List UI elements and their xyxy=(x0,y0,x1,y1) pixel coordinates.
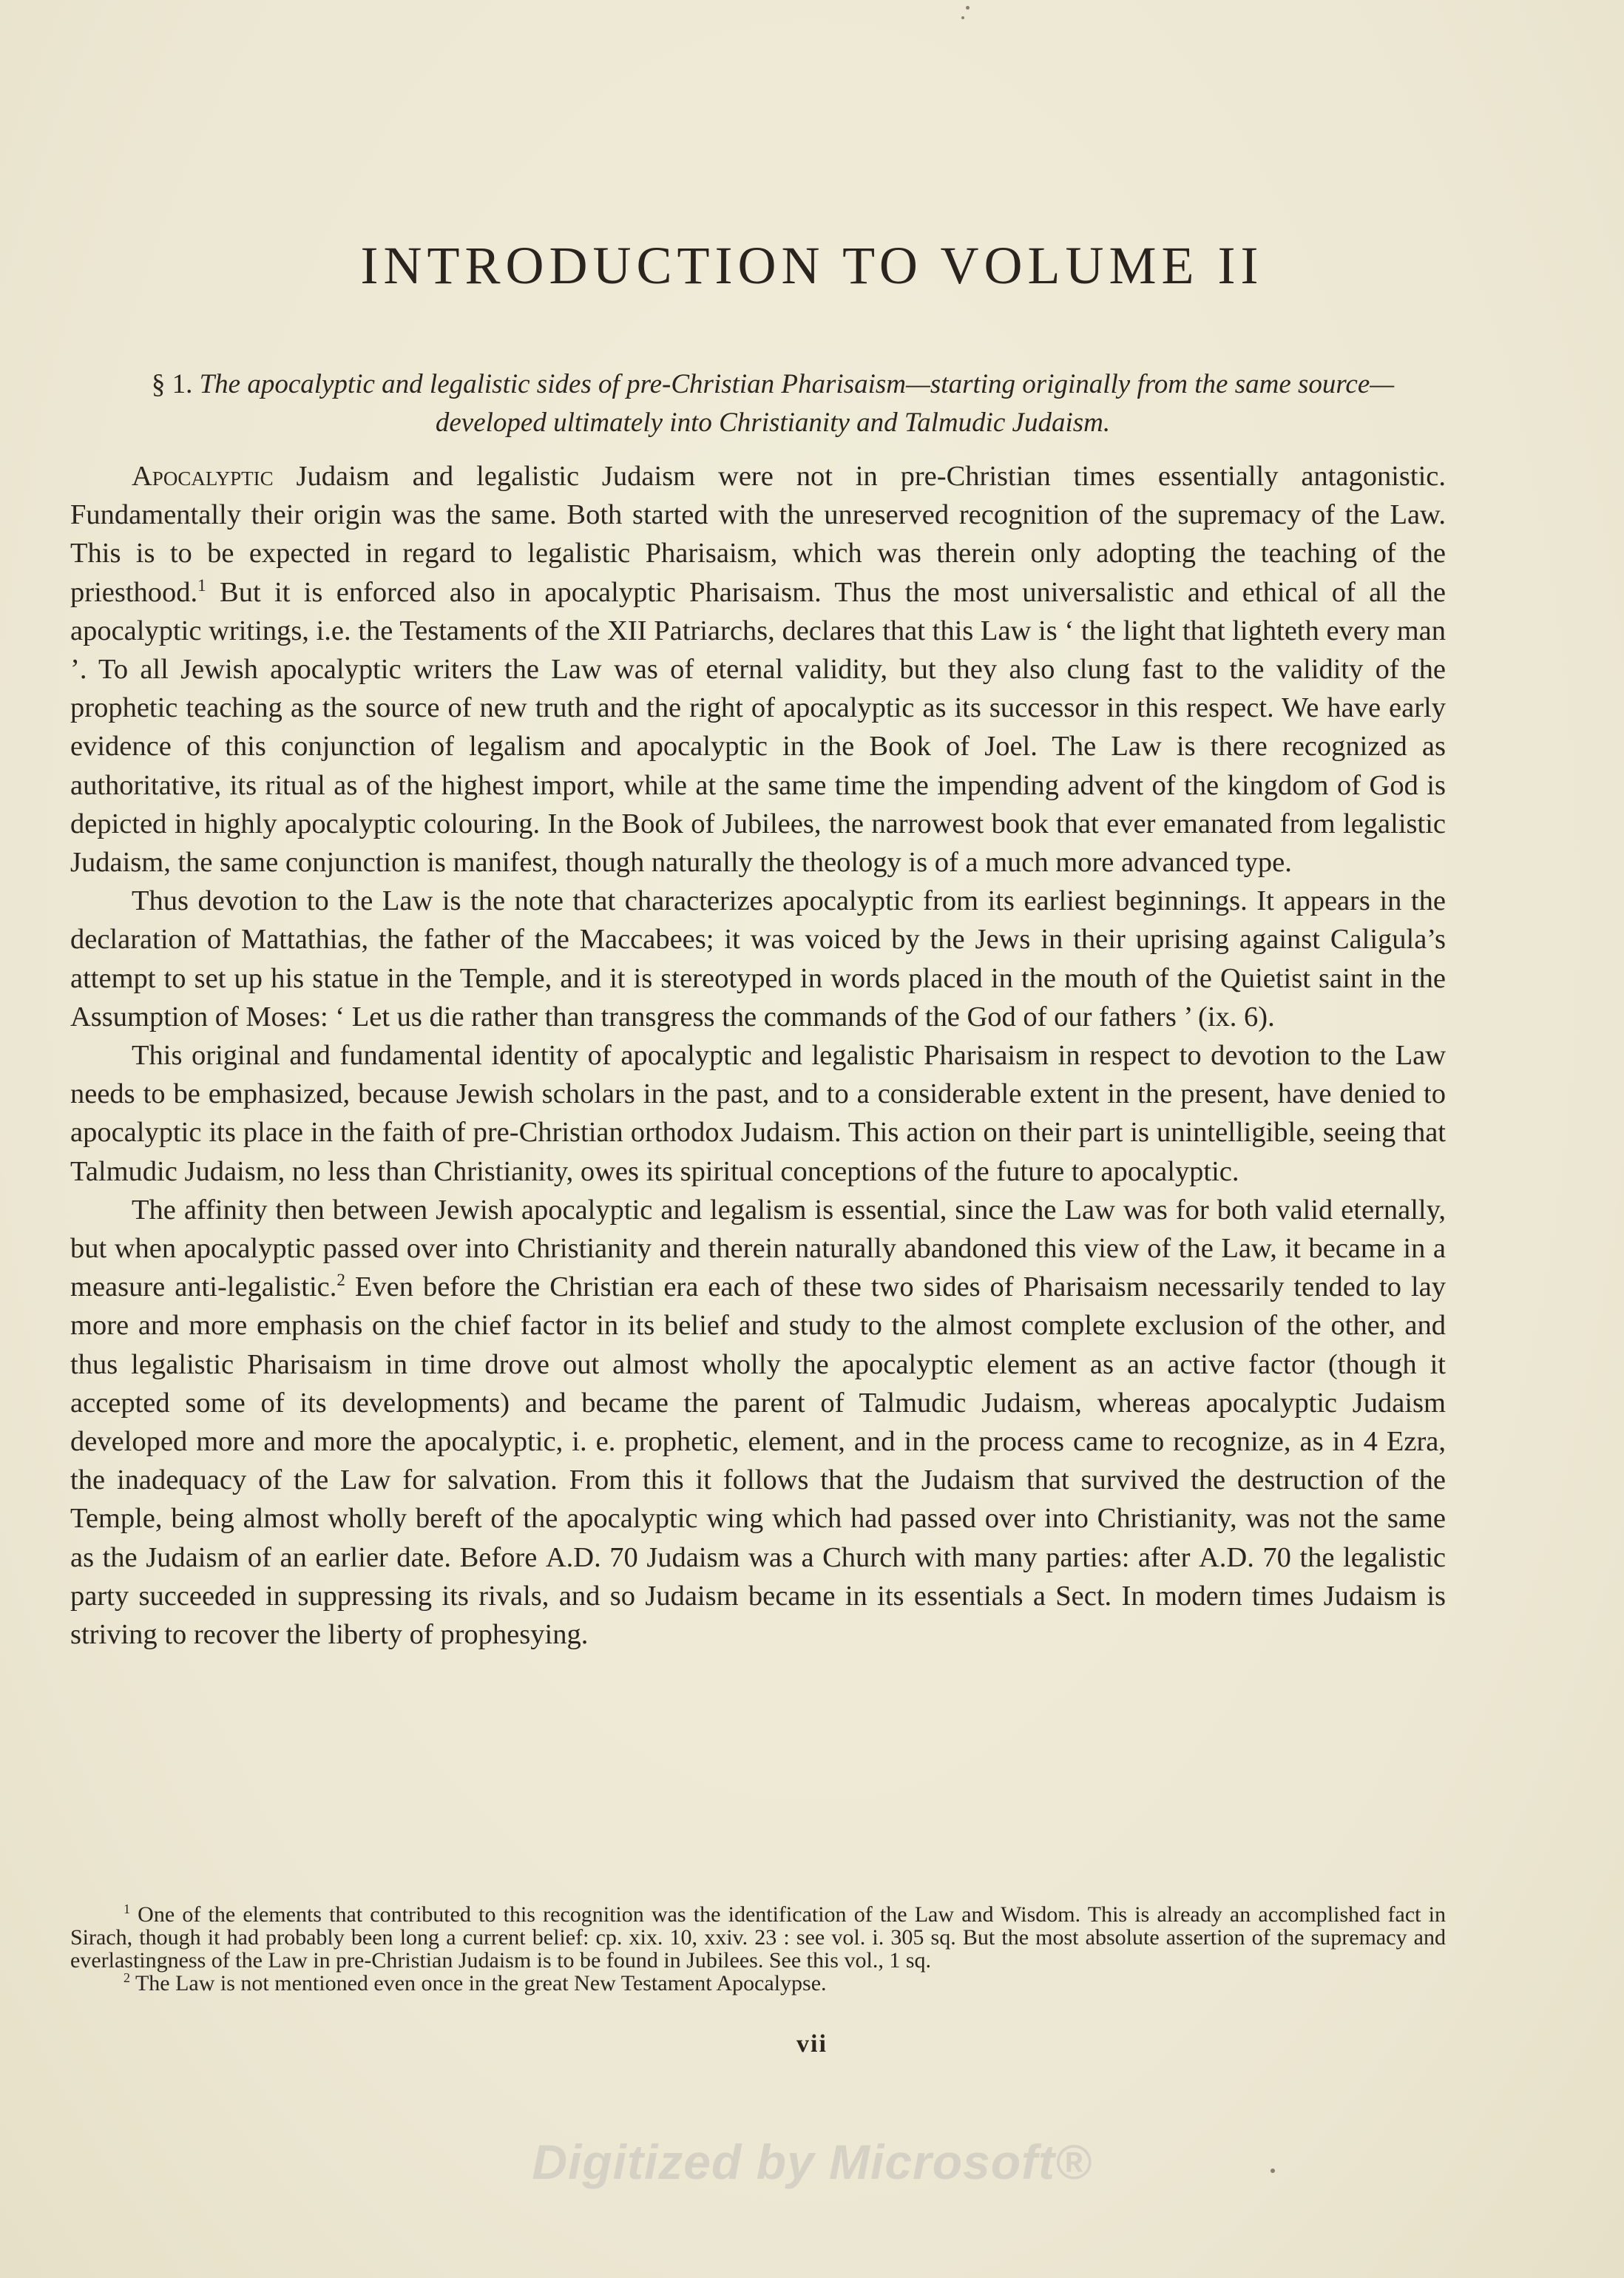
paragraph-3: This original and fundamental identity of apocalyptic and legalistic Pharisaism in respect to devotion to the Law needs to be emphasized, because Jewish scholars in the past, and to a considerable extent in the present, have denied to apocalyptic its place in the faith of pre-Christian orthodox Judaism. This action on their part is unintelligible, seeing that Talmudic Judaism, no less than Christianity, owes its spiritual conceptions of the future to apocalyptic. xyxy=(70,1040,1446,1187)
paragraph-lead-word: Apocalyptic xyxy=(132,461,274,492)
footnote-1-text: One of the elements that contributed to this recognition was the identification of the Law and Wisdom. This is already an accomplished fact in Sirach, though it had probably been long a current belief: cp. xix. 10, xxiv. 23 : see vol. i. 305 sq. But the most absolute assertion of the supremacy and everlastingness of the Law in pre-Christian Judaism is to be found in Jubilees. See this vol., 1 sq. xyxy=(70,1902,1446,1973)
paragraph-4 xyxy=(70,1191,1446,1654)
paragraph-1 xyxy=(70,457,1446,882)
page-number: vii xyxy=(796,2030,828,2058)
footnote-1 xyxy=(70,1903,1446,1972)
paragraph-1-text-a: Judaism and legalistic Judaism were not in pre-Christian times essentially antagonistic. Fundamentally their origin was the same. Both started with the unreserved recognition of the supremacy of the Law. This is to be expected in regard to legalistic Pharisaism, which was therein only adopting the teaching of the priesthood. xyxy=(70,461,1446,608)
digitization-watermark: Digitized by Microsoft® xyxy=(532,2135,1092,2189)
footnote-ref-2: 2 xyxy=(336,1270,345,1290)
footnotes xyxy=(70,1903,1446,1995)
section-number: § 1. xyxy=(151,369,193,399)
era-abbreviation: A.D. xyxy=(545,1541,601,1573)
paragraph-4-text-d: 70 the legalistic party succeeded in suppressing its rivals, and so Judaism became in its essentials a Sect. In modern times Judaism is striving to recover the liberty of prophesying. xyxy=(70,1541,1447,1651)
paragraph-4-text-c: 70 Judaism was a Church with many parties: after xyxy=(600,1541,1199,1573)
ink-speck xyxy=(961,16,964,19)
paragraph-4-text-b: Even before the Christian era each of these two sides of Pharisaism necessarily tended to lay more and more emphasis on the chief factor in its belief and study to the almost complete exclusion of the other, and thus legalistic Pharisaism in time drove out almost wholly the apocalyptic element as an active factor (though it accepted some of its developments) and became the parent of Talmudic Judaism, whereas apocalyptic Judaism developed more and more the apocalyptic, i. e. prophetic, element, and in the process came to recognize, as in 4 Ezra, the inadequacy of the Law for salvation. From this it follows that the Judaism that survived the destruction of the Temple, being almost wholly bereft of the apocalyptic wing which had passed over into Christianity, was not the same as the Judaism of an earlier date. Before xyxy=(70,1271,1447,1573)
footnote-2-text: The Law is not mentioned even once in the great New Testament Apocalypse. xyxy=(130,1971,827,1995)
footnote-2-mark: 2 xyxy=(124,1970,130,1986)
paragraph-4-text-a: The affinity then between Jewish apocalyptic and legalism is essential, since the Law was for both valid eternally, but when apocalyptic passed over into Christianity and therein naturally abandoned this view of the Law, it became in a measure anti-legalistic. xyxy=(70,1194,1446,1303)
body-text xyxy=(70,457,1446,1654)
footnote-ref-1: 1 xyxy=(197,575,206,595)
footnote-2 xyxy=(70,1972,1446,1995)
footnote-1-mark: 1 xyxy=(124,1902,130,1917)
ink-speck xyxy=(966,6,970,10)
page-title: INTRODUCTION TO VOLUME II xyxy=(360,236,1264,295)
section-heading-text: The apocalyptic and legalistic sides of pre-Christian Pharisaism—starting originally from the same source—developed ultimately into Christianity and Talmudic Judaism. xyxy=(199,369,1395,438)
paragraph-2: Thus devotion to the Law is the note that characterizes apocalyptic from its earliest beginnings. It appears in the declaration of Mattathias, the father of the Maccabees; it was voiced by the Jews in their uprising against Caligula’s attempt to set up his statue in the Temple, and it is stereotyped in words placed in the mouth of the Quietist saint in the Assumption of Moses: ‘ Let us die rather than transgress the commands of the God of our fathers ’ (ix. 6). xyxy=(70,885,1446,1032)
paragraph-1-text-b: But it is enforced also in apocalyptic Pharisaism. Thus the most universalistic and ethical of all the apocalyptic writings, i.e. the Testaments of the XII Patriarchs, declares that this Law is ‘ the light that lighteth every man ’. To all Jewish apocalyptic writers the Law was of eternal validity, but they also clung fast to the validity of the prophetic teaching as the source of new truth and the right of apocalyptic as its successor in this respect. We have early evidence of this conjunction of legalism and apocalyptic in the Book of Joel. The Law is there recognized as authoritative, its ritual as of the highest import, while at the same time the impending advent of the kingdom of God is depicted in highly apocalyptic colouring. In the Book of Jubilees, the narrowest book that ever emanated from legalistic Judaism, the same conjunction is manifest, though naturally the theology is of a much more advanced type. xyxy=(70,576,1446,879)
section-heading xyxy=(96,365,1449,442)
era-abbreviation: A.D. xyxy=(1199,1541,1254,1573)
